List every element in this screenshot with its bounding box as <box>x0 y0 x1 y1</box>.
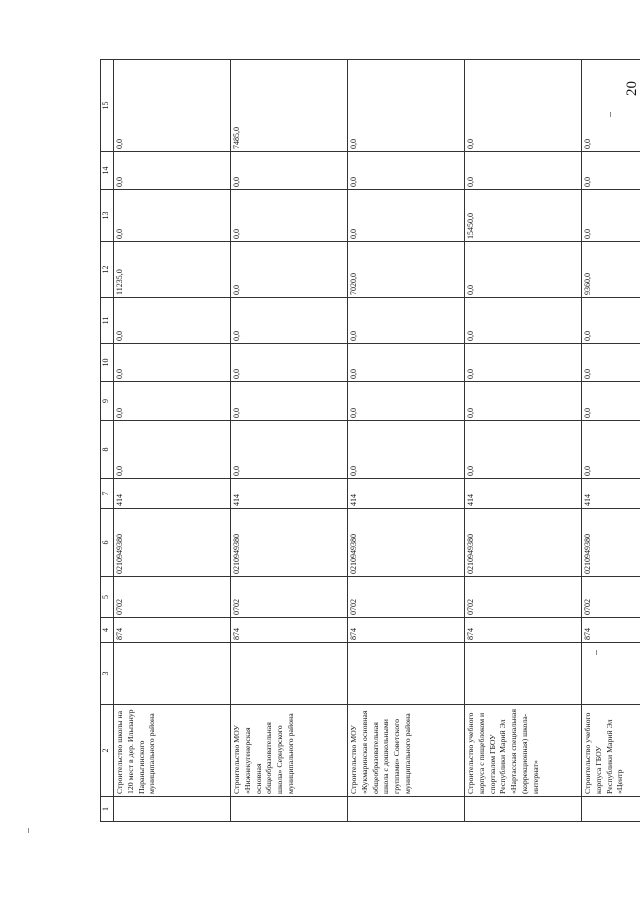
column-header: 11 <box>101 298 114 344</box>
cell: 0,0 <box>582 382 640 421</box>
cell: 0,0 <box>465 60 582 152</box>
cell: 0,0 <box>114 382 231 421</box>
column-header: 7 <box>101 479 114 509</box>
cell: 0702 <box>348 577 465 618</box>
cell: 0,0 <box>582 298 640 344</box>
cell: 0,0 <box>231 298 348 344</box>
table-row <box>348 60 465 822</box>
table-row <box>582 60 640 822</box>
cell: 0,0 <box>114 190 231 242</box>
cell: 0,0 <box>465 298 582 344</box>
cell: 15450,0 <box>465 190 582 242</box>
cell: 0,0 <box>231 421 348 479</box>
cell: 0,0 <box>348 190 465 242</box>
cell: 0702 <box>114 577 231 618</box>
cell: 0,0 <box>465 242 582 298</box>
cell: 414 <box>348 479 465 509</box>
cell: 0,0 <box>114 298 231 344</box>
cell: 414 <box>582 479 640 509</box>
column-header: 13 <box>101 190 114 242</box>
object-name-cell: Строительство учебного корпуса ГБОУ Республики Марий Эл «Центр <box>582 705 640 797</box>
cell <box>348 643 465 705</box>
cell <box>582 643 640 705</box>
page-number: 20 <box>624 81 640 96</box>
cell: 0,0 <box>582 421 640 479</box>
cell: 0702 <box>231 577 348 618</box>
cell: 0,0 <box>114 60 231 152</box>
cell: 874 <box>582 618 640 643</box>
cell: 874 <box>465 618 582 643</box>
column-header: 5 <box>101 577 114 618</box>
cell: 0,0 <box>465 382 582 421</box>
cell: 0,0 <box>582 152 640 190</box>
table-row <box>114 60 231 822</box>
cell: 0,0 <box>465 421 582 479</box>
row-index-cell <box>231 797 348 822</box>
cell <box>231 643 348 705</box>
cell: 0,0 <box>348 421 465 479</box>
cell: 0,0 <box>231 344 348 382</box>
column-header: 1 <box>101 797 114 822</box>
object-name-cell: Строительство МОУ «Кукмаринская основная общеобразовательная школа с дошкольными группами» Советского муниципального района <box>348 705 465 797</box>
column-header: 12 <box>101 242 114 298</box>
column-header: 8 <box>101 421 114 479</box>
column-header: 3 <box>101 643 114 705</box>
cell: 7485,0 <box>231 60 348 152</box>
cell: 0,0 <box>114 344 231 382</box>
cell: 874 <box>231 618 348 643</box>
cell: 7020,0 <box>348 242 465 298</box>
budget-table <box>100 59 640 822</box>
cell: 0,0 <box>348 344 465 382</box>
cell: 0,0 <box>231 382 348 421</box>
cell: 874 <box>114 618 231 643</box>
cell: 0210949380 <box>114 509 231 577</box>
cell: 0,0 <box>231 190 348 242</box>
cell: 0,0 <box>348 60 465 152</box>
cell: 0,0 <box>231 242 348 298</box>
table-row <box>465 60 582 822</box>
cell: 0210949380 <box>231 509 348 577</box>
budget-table-sheet <box>100 62 636 822</box>
object-name-cell: Строительство школы на 120 мест в дер. Ильпанур Параньгинского муниципального района <box>114 705 231 797</box>
table-row <box>231 60 348 822</box>
cell <box>114 643 231 705</box>
cell: 0,0 <box>114 152 231 190</box>
scan-speck <box>610 112 611 117</box>
cell: 0210949380 <box>582 509 640 577</box>
scan-speck <box>596 650 597 655</box>
cell: 0702 <box>582 577 640 618</box>
column-header: 2 <box>101 705 114 797</box>
cell: 0,0 <box>231 152 348 190</box>
object-name-cell: Строительство учебного корпуса с пищеблоком и спортзалом ГБОУ Республики Марий Эл «Нартасская специальная (коррекционная) школа-интернат» <box>465 705 582 797</box>
cell: 0,0 <box>582 344 640 382</box>
column-header: 10 <box>101 344 114 382</box>
scan-speck <box>28 828 29 833</box>
cell: 414 <box>465 479 582 509</box>
cell: 11235,0 <box>114 242 231 298</box>
cell: 0,0 <box>348 382 465 421</box>
column-header: 15 <box>101 60 114 152</box>
row-index-cell <box>582 797 640 822</box>
cell <box>465 643 582 705</box>
cell: 0,0 <box>348 298 465 344</box>
object-name-cell: Строительство МОУ «Нижнекугенерская основная общеобразовательная школа» Сернурского муниципального района <box>231 705 348 797</box>
cell: 414 <box>231 479 348 509</box>
cell: 0210949380 <box>465 509 582 577</box>
column-header: 4 <box>101 618 114 643</box>
cell: 0702 <box>465 577 582 618</box>
row-index-cell <box>114 797 231 822</box>
column-header: 9 <box>101 382 114 421</box>
cell: 0,0 <box>582 60 640 152</box>
cell: 874 <box>348 618 465 643</box>
column-header: 6 <box>101 509 114 577</box>
cell: 0210949380 <box>348 509 465 577</box>
cell: 0,0 <box>348 152 465 190</box>
cell: 414 <box>114 479 231 509</box>
row-index-cell <box>348 797 465 822</box>
cell: 0,0 <box>582 190 640 242</box>
cell: 9360,0 <box>582 242 640 298</box>
cell: 0,0 <box>465 152 582 190</box>
row-index-cell <box>465 797 582 822</box>
column-header: 14 <box>101 152 114 190</box>
column-number-row <box>101 60 114 822</box>
cell: 0,0 <box>465 344 582 382</box>
cell: 0,0 <box>114 421 231 479</box>
